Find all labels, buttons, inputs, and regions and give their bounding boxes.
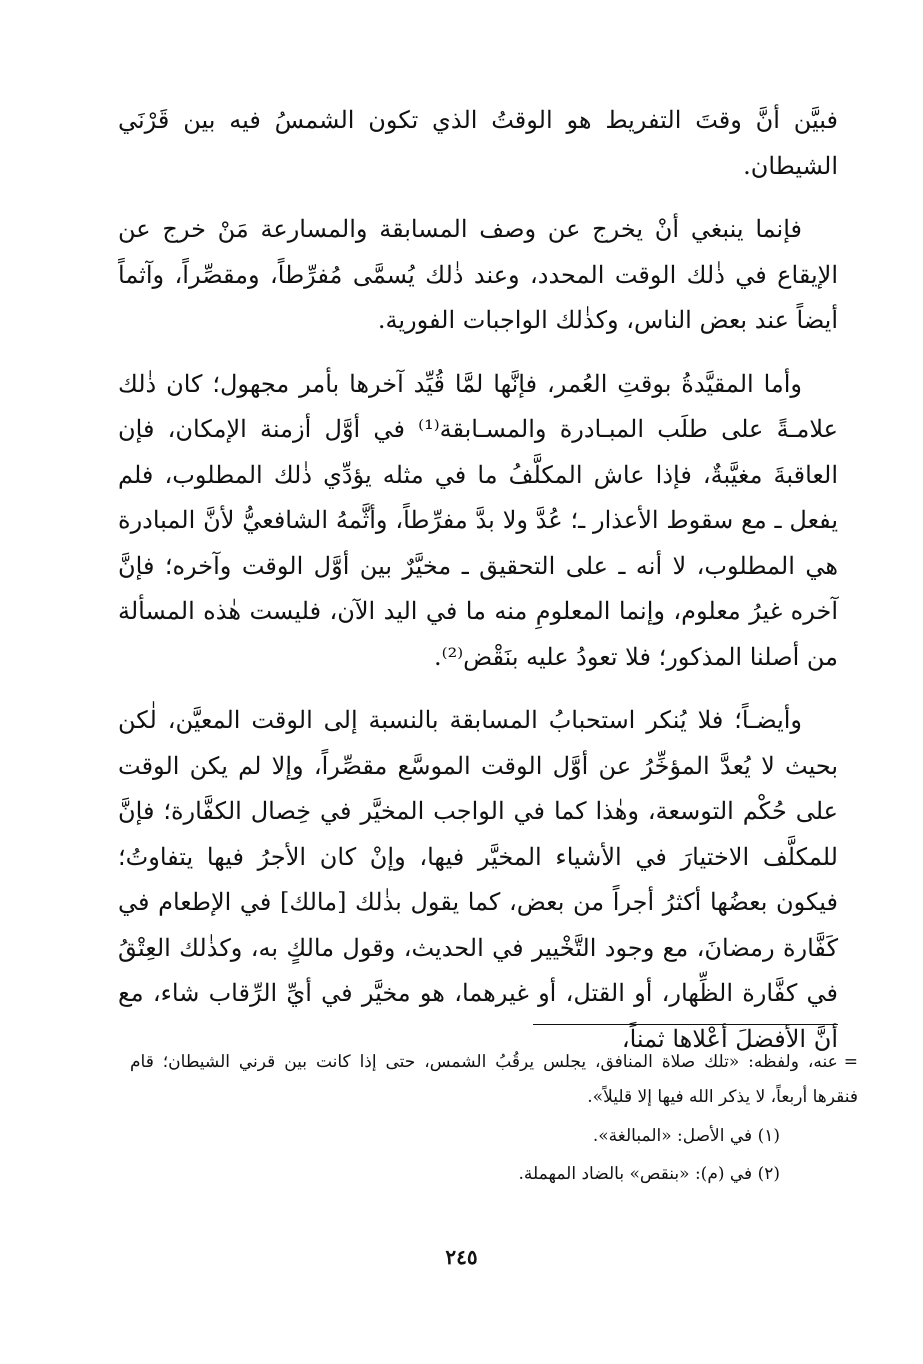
main-text	[118, 98, 838, 1062]
continuation-mark: =	[843, 1052, 858, 1072]
footnote-2: (٢) في (م): «بنقص» بالضاد المهملة.	[518, 1164, 780, 1184]
footnote-continuation	[130, 1045, 858, 1115]
footnote-continuation-text: عنه، ولفظه: «تلك صلاة المنافق، يجلس يرقُبُ الشمس، حتى إذا كانت بين قرني الشيطان؛ قام فنقرها أربعاً، لا يذكر الله فيها إلا قليلاً».	[130, 1052, 858, 1107]
paragraph-1: فبيَّن أنَّ وقتَ التفريط هو الوقتُ الذي تكون الشمسُ فيه بين قَرْنَي الشيطان.	[118, 106, 838, 180]
paragraph-3: وأما المقيَّدةُ بوقتِ العُمر، فإنَّها لمَّا قُيِّد آخرها بأمر مجهول؛ كان ذٰلك علامـةً على طلَب المبـادرة والمسـابقة⁽¹⁾ في أوَّل أزمنة الإمكان، فإن العاقبةَ مغيَّبةٌ، فإذا عاش المكلَّفُ ما في مثله يؤدِّي ذٰلك المطلوب، فلم يفعل ـ مع سقوط الأعذار ـ؛ عُدَّ ولا بدَّ مفرِّطاً، وأثَّمهُ الشافعيُّ لأنَّ المبادرة هي المطلوب، لا أنه ـ على التحقيق ـ مخيَّرٌ بين أوَّل الوقت وآخره؛ فإنَّ آخره غيرُ معلوم، وإنما المعلومِ منه ما في اليد الآن، فليست هٰذه المسألة من أصلنا المذكور؛ فلا تعودُ عليه بنَقْض⁽²⁾.	[118, 369, 838, 671]
footnotes	[130, 1045, 858, 1191]
footnote-1: (١) في الأصل: «المبالغة».	[592, 1126, 780, 1146]
paragraph-2: فإنما ينبغي أنْ يخرج عن وصف المسابقة والمسارعة مَنْ خرج عن الإيقاع في ذٰلك الوقت المحدد، وعند ذٰلك يُسمَّى مُفرِّطاً، ومقصِّراً، وآثماً أيضاً عند بعض الناس، وكذٰلك الواجبات الفورية.	[118, 215, 838, 334]
footnote-separator	[533, 1024, 838, 1025]
paragraph-4: وأيضـاً؛ فلا يُنكر استحبابُ المسابقة بالنسبة إلى الوقت المعيَّن، لٰكن بحيث لا يُعدَّ المؤخِّرُ عن أوَّل الوقت الموسَّع مقصِّراً، وإلا لم يكن الوقت على حُكْم التوسعة، وهٰذا كما في الواجب المخيَّر في خِصال الكفَّارة؛ فإنَّ للمكلَّف الاختيارَ في الأشياء المخيَّر فيها، وإنْ كان الأجرُ فيها يتفاوتُ؛ فيكون بعضُها أكثرُ أجراً من بعض، كما يقول بذٰلك [مالك] في الإطعام في كَفَّارة رمضانَ، مع وجود التَّخْيير في الحديث، وقول مالكٍ به، وكذٰلك العِتْقُ في كفَّارة الظِّهار، أو القتل، أو غيرهما، هو مخيَّر في أيِّ الرِّقاب شاء، مع أنَّ الأفضلَ أعْلاها ثمناً،	[118, 706, 838, 1053]
page-number: ٢٤٥	[445, 1245, 478, 1269]
